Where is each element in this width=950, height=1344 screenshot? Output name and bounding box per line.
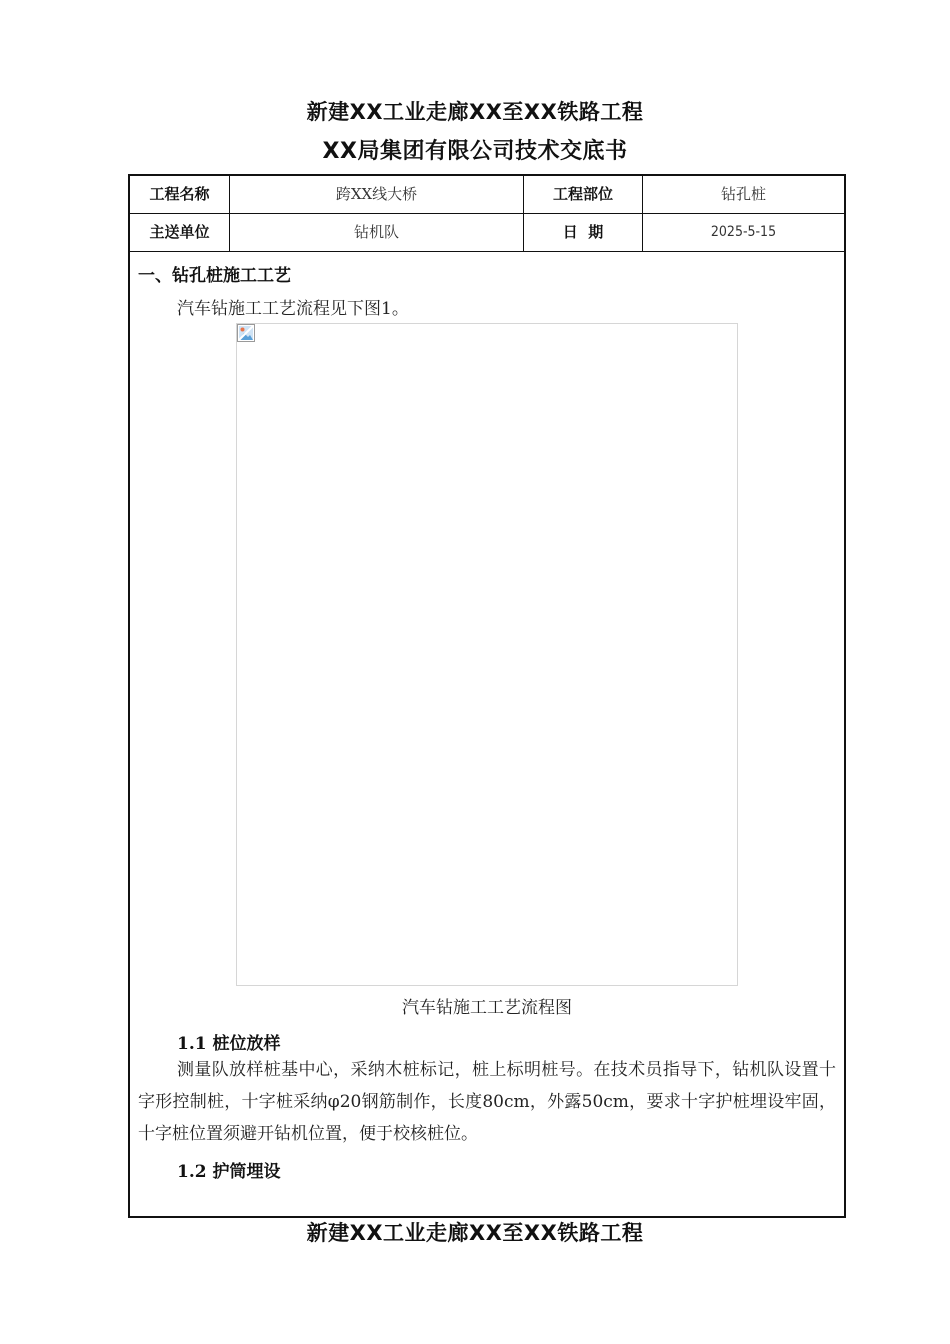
subsection-1-title: 1.1 桩位放样 <box>177 1034 281 1054</box>
project-name-value: 跨XX线大桥 <box>335 185 418 203</box>
broken-image-icon <box>237 324 255 342</box>
date-value: 2025-5-15 <box>710 224 777 240</box>
subsection-1-text: 测量队放样桩基中心，采纳木桩标记，桩上标明桩号。在技术员指导下，钻机队设置十字形控制桩，十字桩采纳φ20钢筋制作，长度80cm，外露50cm，要求十字护桩埋设牢固，十字桩位置须避开钻机位置，便于校核桩位。 <box>138 1060 836 1144</box>
info-row-2 <box>130 214 844 252</box>
subsection-2-title: 1.2 护筒埋设 <box>177 1162 281 1182</box>
table-divider <box>229 176 230 251</box>
sender-label: 主送单位 <box>149 223 210 241</box>
sender-value: 钻机队 <box>353 223 399 241</box>
section-title: 一、钻孔桩施工工艺 <box>138 266 291 286</box>
intro-text: 汽车钻施工工艺流程见下图1。 <box>177 299 409 319</box>
process-flow-figure <box>236 323 738 986</box>
next-page-header: 新建XX工业走廊XX至XX铁路工程 <box>306 1221 644 1245</box>
date-label: 日 期 <box>562 223 604 241</box>
disclosure-form <box>128 174 846 1218</box>
document-header-line1: 新建XX工业走廊XX至XX铁路工程 <box>306 100 644 124</box>
table-divider <box>523 176 524 251</box>
project-name-label: 工程名称 <box>149 185 210 203</box>
document-header-line2: XX局集团有限公司技术交底书 <box>322 139 628 164</box>
info-row-1 <box>130 176 844 214</box>
project-part-label: 工程部位 <box>552 185 613 203</box>
table-divider <box>642 176 643 251</box>
project-part-value: 钻孔桩 <box>720 185 766 203</box>
figure-caption: 汽车钻施工工艺流程图 <box>402 998 572 1018</box>
